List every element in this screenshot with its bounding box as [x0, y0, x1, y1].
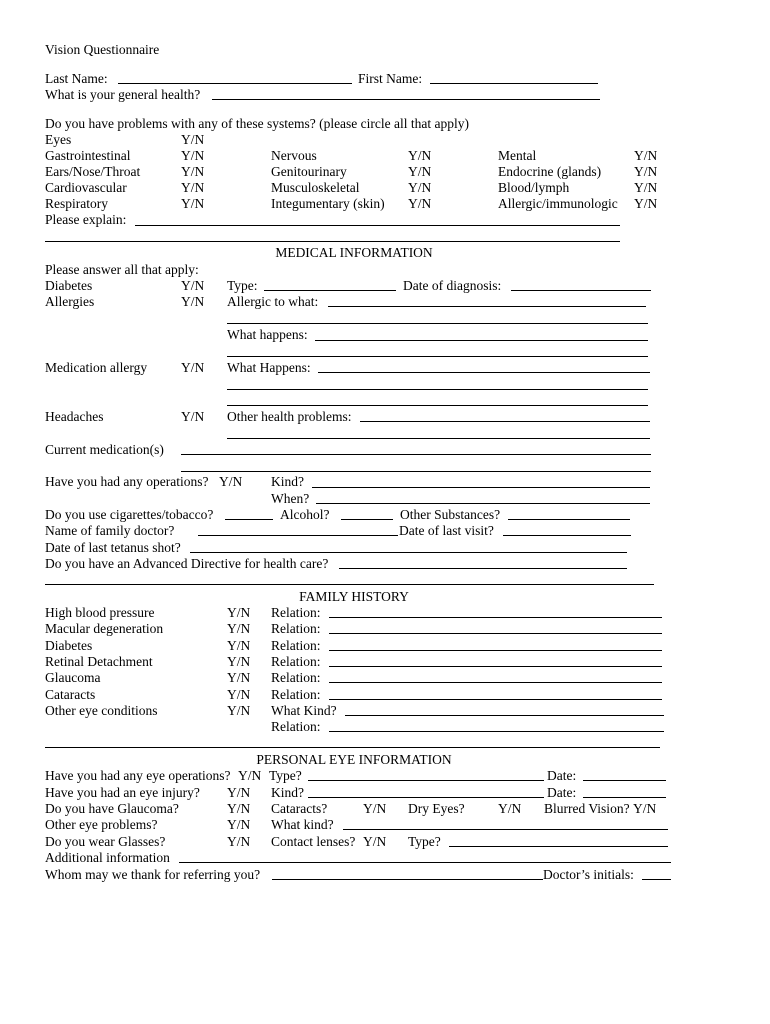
- doctor-initials-label: Doctor’s initials:: [543, 867, 634, 882]
- eye-op-date-label: Date:: [547, 768, 577, 783]
- current-medications-label: Current medication(s): [45, 442, 164, 457]
- family-condition: Retinal Detachment: [45, 654, 153, 669]
- yn-family-retinal[interactable]: Y/N: [227, 654, 251, 669]
- yn-genitourinary[interactable]: Y/N: [408, 164, 432, 179]
- section-divider: [45, 584, 654, 585]
- diabetes-label: Diabetes: [45, 278, 93, 293]
- yn-family-macular[interactable]: Y/N: [227, 621, 251, 636]
- yn-gastrointestinal[interactable]: Y/N: [181, 148, 205, 163]
- cigarettes-field[interactable]: [225, 519, 273, 520]
- yn-headaches[interactable]: Y/N: [181, 409, 205, 424]
- other-health-field[interactable]: [360, 421, 650, 422]
- eye-info-heading: PERSONAL EYE INFORMATION: [256, 752, 452, 767]
- explain-label: Please explain:: [45, 212, 127, 227]
- contact-lenses-label: Contact lenses?: [271, 834, 356, 849]
- med-what-happens-field[interactable]: [318, 372, 650, 373]
- med-what-happens-field-line-2[interactable]: [227, 389, 648, 390]
- yn-respiratory[interactable]: Y/N: [181, 196, 205, 211]
- family-condition: High blood pressure: [45, 605, 155, 620]
- current-medications-field[interactable]: [181, 454, 651, 455]
- family-condition: Diabetes: [45, 638, 93, 653]
- cataracts-label: Cataracts?: [271, 801, 328, 816]
- system-genitourinary: Genitourinary: [271, 164, 347, 179]
- eye-op-type-label: Type?: [269, 768, 302, 783]
- operation-kind-field[interactable]: [312, 487, 650, 488]
- contact-type-field[interactable]: [449, 846, 668, 847]
- current-medications-field-line-2[interactable]: [181, 471, 651, 472]
- relation-label: Relation:: [271, 605, 321, 620]
- medical-instruction: Please answer all that apply:: [45, 262, 199, 277]
- yn-glasses[interactable]: Y/N: [227, 834, 251, 849]
- what-kind-label: What Kind?: [271, 703, 337, 718]
- tetanus-label: Date of last tetanus shot?: [45, 540, 181, 555]
- relation-label: Relation:: [271, 621, 321, 636]
- system-cardiovascular: Cardiovascular: [45, 180, 127, 195]
- allergies-label: Allergies: [45, 294, 95, 309]
- eye-what-kind-label: What kind?: [271, 817, 334, 832]
- glasses-label: Do you wear Glasses?: [45, 834, 166, 849]
- blurred-vision-label: Blurred Vision?: [544, 801, 630, 816]
- yn-cardiovascular[interactable]: Y/N: [181, 180, 205, 195]
- other-eye-problems-label: Other eye problems?: [45, 817, 158, 832]
- family-history-heading: FAMILY HISTORY: [299, 589, 409, 604]
- alcohol-label: Alcohol?: [280, 507, 330, 522]
- tetanus-field[interactable]: [190, 552, 627, 553]
- general-health-field[interactable]: [212, 99, 600, 100]
- last-visit-field[interactable]: [503, 535, 631, 536]
- family-condition: Cataracts: [45, 687, 96, 702]
- operation-kind-label: Kind?: [271, 474, 304, 489]
- eye-what-kind-field[interactable]: [343, 829, 668, 830]
- yn-dry-eyes[interactable]: Y/N: [498, 801, 522, 816]
- cigarettes-label: Do you use cigarettes/tobacco?: [45, 507, 214, 522]
- yn-ears-nose-throat[interactable]: Y/N: [181, 164, 205, 179]
- relation-label: Relation:: [271, 687, 321, 702]
- last-name-label: Last Name:: [45, 71, 108, 86]
- relation-label: Relation:: [271, 654, 321, 669]
- yn-contact-lenses[interactable]: Y/N: [363, 834, 387, 849]
- allergic-to-field-line-2[interactable]: [227, 323, 648, 324]
- headaches-label: Headaches: [45, 409, 104, 424]
- yn-other-eye-problems[interactable]: Y/N: [227, 817, 251, 832]
- med-what-happens-field-line-3[interactable]: [227, 405, 648, 406]
- first-name-label: First Name:: [358, 71, 423, 86]
- explain-field[interactable]: [135, 225, 620, 226]
- system-respiratory: Respiratory: [45, 196, 108, 211]
- yn-blood-lymph[interactable]: Y/N: [634, 180, 658, 195]
- relation-field[interactable]: [329, 633, 662, 634]
- system-blood-lymph: Blood/lymph: [498, 180, 570, 195]
- system-ears-nose-throat: Ears/Nose/Throat: [45, 164, 141, 179]
- eye-op-date-field[interactable]: [583, 780, 666, 781]
- relation-label: Relation:: [271, 670, 321, 685]
- relation-field[interactable]: [329, 699, 662, 700]
- what-happens-field-line-2[interactable]: [227, 356, 648, 357]
- yn-eye-injury[interactable]: Y/N: [227, 785, 251, 800]
- eye-op-type-field[interactable]: [308, 780, 544, 781]
- operations-label: Have you had any operations?: [45, 474, 209, 489]
- explain-field-line-2[interactable]: [45, 241, 620, 242]
- diabetes-type-label: Type:: [227, 278, 258, 293]
- last-visit-label: Date of last visit?: [399, 523, 494, 538]
- yn-allergic-immunologic[interactable]: Y/N: [634, 196, 658, 211]
- other-substances-label: Other Substances?: [400, 507, 501, 522]
- system-endocrine: Endocrine (glands): [498, 164, 602, 179]
- yn-integumentary[interactable]: Y/N: [408, 196, 432, 211]
- referral-field[interactable]: [272, 879, 543, 880]
- family-condition: Macular degeneration: [45, 621, 164, 636]
- yn-endocrine[interactable]: Y/N: [634, 164, 658, 179]
- operation-when-label: When?: [271, 491, 310, 506]
- medical-heading: MEDICAL INFORMATION: [275, 245, 433, 260]
- system-nervous: Nervous: [271, 148, 317, 163]
- eye-injury-date-field[interactable]: [583, 797, 666, 798]
- first-name-field[interactable]: [430, 83, 598, 84]
- yn-nervous[interactable]: Y/N: [408, 148, 432, 163]
- alcohol-field[interactable]: [341, 519, 393, 520]
- contact-type-label: Type?: [408, 834, 441, 849]
- operation-when-field[interactable]: [316, 503, 650, 504]
- system-gastrointestinal: Gastrointestinal: [45, 148, 131, 163]
- family-condition: Other eye conditions: [45, 703, 158, 718]
- yn-eyes[interactable]: Y/N: [181, 132, 205, 147]
- general-health-label: What is your general health?: [45, 87, 201, 102]
- eye-operations-label: Have you had any eye operations?: [45, 768, 231, 783]
- dry-eyes-label: Dry Eyes?: [408, 801, 465, 816]
- yn-family-glaucoma[interactable]: Y/N: [227, 670, 251, 685]
- other-health-field-line-2[interactable]: [227, 438, 650, 439]
- advanced-directive-field[interactable]: [339, 568, 627, 569]
- what-happens-field[interactable]: [315, 340, 648, 341]
- relation-field[interactable]: [329, 682, 662, 683]
- system-integumentary: Integumentary (skin): [271, 196, 385, 211]
- doctor-initials-field[interactable]: [642, 879, 671, 880]
- system-eyes: Eyes: [45, 132, 72, 147]
- additional-info-field[interactable]: [179, 862, 671, 863]
- yn-glaucoma[interactable]: Y/N: [227, 801, 251, 816]
- section-divider: [45, 747, 660, 748]
- what-happens-label: What happens:: [227, 327, 308, 342]
- what-kind-field[interactable]: [345, 715, 664, 716]
- other-substances-field[interactable]: [508, 519, 630, 520]
- diabetes-type-field[interactable]: [264, 290, 396, 291]
- diagnosis-date-field[interactable]: [511, 290, 651, 291]
- relation-label: Relation:: [271, 638, 321, 653]
- allergic-to-label: Allergic to what:: [227, 294, 319, 309]
- yn-operations[interactable]: Y/N: [219, 474, 243, 489]
- last-name-field[interactable]: [118, 83, 352, 84]
- yn-cataracts[interactable]: Y/N: [363, 801, 387, 816]
- yn-medication-allergy[interactable]: Y/N: [181, 360, 205, 375]
- family-doctor-label: Name of family doctor?: [45, 523, 175, 538]
- relation-field[interactable]: [329, 650, 662, 651]
- yn-allergies[interactable]: Y/N: [181, 294, 205, 309]
- advanced-directive-label: Do you have an Advanced Directive for health care?: [45, 556, 329, 571]
- yn-family-cataracts[interactable]: Y/N: [227, 687, 251, 702]
- relation-field[interactable]: [329, 731, 664, 732]
- systems-question: Do you have problems with any of these systems? (please circle all that apply): [45, 116, 469, 131]
- yn-family-bp[interactable]: Y/N: [227, 605, 251, 620]
- page-title: Vision Questionnaire: [45, 42, 160, 57]
- diagnosis-date-label: Date of diagnosis:: [403, 278, 502, 293]
- eye-injury-kind-label: Kind?: [271, 785, 304, 800]
- eye-injury-label: Have you had an eye injury?: [45, 785, 200, 800]
- medication-allergy-label: Medication allergy: [45, 360, 148, 375]
- yn-eye-operations[interactable]: Y/N: [238, 768, 262, 783]
- additional-info-label: Additional information: [45, 850, 170, 865]
- med-what-happens-label: What Happens:: [227, 360, 311, 375]
- eye-injury-kind-field[interactable]: [308, 797, 544, 798]
- yn-blurred-vision[interactable]: Y/N: [633, 801, 657, 816]
- referral-label: Whom may we thank for referring you?: [45, 867, 261, 882]
- relation-label: Relation:: [271, 719, 321, 734]
- glaucoma-label: Do you have Glaucoma?: [45, 801, 179, 816]
- other-health-label: Other health problems:: [227, 409, 352, 424]
- allergic-to-field[interactable]: [328, 306, 646, 307]
- family-doctor-field[interactable]: [198, 535, 398, 536]
- relation-field[interactable]: [329, 617, 662, 618]
- yn-musculoskeletal[interactable]: Y/N: [408, 180, 432, 195]
- yn-diabetes[interactable]: Y/N: [181, 278, 205, 293]
- yn-family-other[interactable]: Y/N: [227, 703, 251, 718]
- family-condition: Glaucoma: [45, 670, 101, 685]
- yn-mental[interactable]: Y/N: [634, 148, 658, 163]
- relation-field[interactable]: [329, 666, 662, 667]
- system-mental: Mental: [498, 148, 537, 163]
- eye-injury-date-label: Date:: [547, 785, 577, 800]
- yn-family-diabetes[interactable]: Y/N: [227, 638, 251, 653]
- system-musculoskeletal: Musculoskeletal: [271, 180, 360, 195]
- system-allergic-immunologic: Allergic/immunologic: [498, 196, 618, 211]
